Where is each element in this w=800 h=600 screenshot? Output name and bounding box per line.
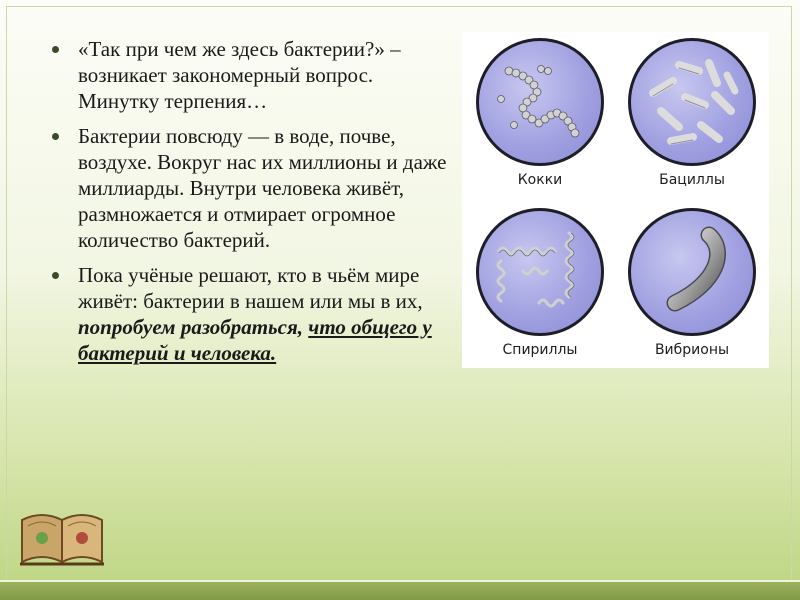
cocci-circle xyxy=(476,38,604,166)
bullet-icon xyxy=(52,133,59,140)
cell-cocci xyxy=(470,38,610,188)
cocci-drawing xyxy=(479,41,601,163)
emphasis-common-text: что общего у бактерий и человека. xyxy=(78,315,432,365)
bacilli-circle xyxy=(628,38,756,166)
paragraph-2 xyxy=(52,123,452,253)
paragraph-1 xyxy=(52,36,452,114)
text-block xyxy=(52,36,452,375)
bacteria-figure xyxy=(462,32,769,368)
paragraph-2-text: Бактерии повсюду — в воде, почве, воздухе. Вокруг нас их миллионы и даже миллиарды. Внутри человека живёт, размножается и отмирает огромное количество бактерий. xyxy=(78,124,447,252)
paragraph-3-text: Пока учёные решают, кто в чьём мире живёт: бактерии в нашем или мы в их, xyxy=(78,263,423,313)
book-icon xyxy=(14,498,110,570)
bullet-icon xyxy=(52,46,59,53)
label-spirilla: Спириллы xyxy=(502,342,578,358)
spirilla-circle xyxy=(476,208,604,336)
label-bacilli: Бациллы xyxy=(659,172,725,188)
label-vibrio: Вибрионы xyxy=(654,342,730,358)
cell-vibrio xyxy=(622,208,762,358)
cell-bacilli xyxy=(622,38,762,188)
bacilli-drawing xyxy=(631,41,753,163)
emphasis-try-text: попробуем разобраться, xyxy=(78,315,304,339)
paragraph-3 xyxy=(52,262,452,366)
spirilla-drawing xyxy=(479,211,601,333)
bullet-icon xyxy=(52,272,59,279)
paragraph-1-text: «Так при чем же здесь бактерии?» – возникает закономерный вопрос. Минутку терпения… xyxy=(78,37,401,113)
bottom-bar xyxy=(0,582,800,600)
vibrio-drawing xyxy=(631,211,753,333)
label-cocci: Кокки xyxy=(517,172,563,188)
cell-spirilla xyxy=(470,208,610,358)
vibrio-circle xyxy=(628,208,756,336)
